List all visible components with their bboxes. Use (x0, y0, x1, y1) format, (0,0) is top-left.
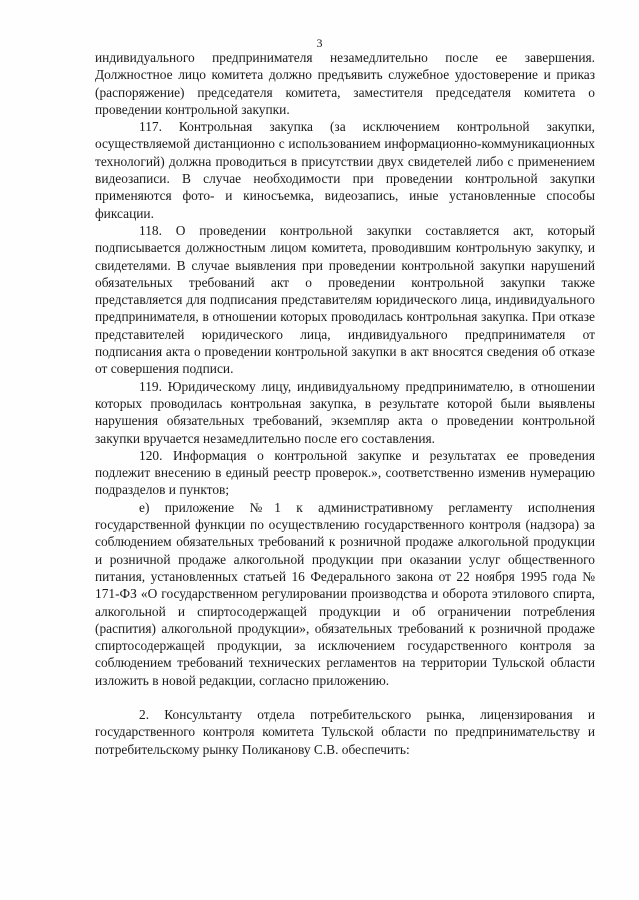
paragraph-item-2: 2. Консультанту отдела потребительского рынка, лицензирования и государственного контроля комитета Тульской области по предпринимательству и потребительскому рынку Поликанову С.В. обеспечить: (95, 706, 595, 757)
document-body (95, 49, 595, 758)
paragraph-continuation: индивидуального предпринимателя незамедлительно после ее завершения. Должностное лицо комитета должно предъявить служебное удостоверение и приказ (распоряжение) председателя комитета, заместителя председателя комитета о проведении контрольной закупки. (95, 50, 595, 117)
paragraph-118: 118. О проведении контрольной закупки составляется акт, который подписывается должностным лицом комитета, проводившим контрольную закупку, и свидетелями. В случае выявления при проведении контрольной закупки нарушений обязательных требований акт о проведении контрольной закупки также представляется для подписания представителям юридического лица, индивидуального предпринимателя, в отношении которых проводилась контрольная закупка. При отказе представителей юридического лица, индивидуального предпринимателя от подписания акта о проведении контрольной закупки в акт вносятся сведения об отказе от совершения подписи. (95, 222, 595, 377)
paragraph-117: 117. Контрольная закупка (за исключением контрольной закупки, осуществляемой дистанционно с использованием информационно-коммуникационных технологий) должна проводиться в присутствии двух свидетелей либо с применением видеозаписи. В случае необходимости при проведении контрольной закупки применяются фото- и киносъемка, видеозапись, иные установленные способы фиксации. (95, 119, 595, 221)
paragraph-119: 119. Юридическому лицу, индивидуальному предпринимателю, в отношении которых проводилась контрольная закупка, в результате которой были выявлены нарушения обязательных требований, экземпляр акта о проведении контрольной закупки вручается незамедлительно после его составления. (95, 378, 595, 446)
paragraph-item-e: е) приложение №1 к административному регламенту исполнения государственной функции по осуществлению государственного контроля (надзора) за соблюдением обязательных требований к розничной продаже алкогольной продукции и розничной продаже алкогольной продукции при оказании услуг общественного питания, установленных статьей 16 Федерального закона от 22 ноября 1995 года № 171-ФЗ «О государственном регулировании производства и оборота этилового спирта, алкогольной и спиртосодержащей продукции и об ограничении потребления (распития) алкогольной продукции», обязательных требований к розничной продаже спиртосодержащей продукции, за исключением государственного контроля за соблюдением требований технических регламентов на территории Тульской области изложить в новой редакции, согласно приложению. (95, 499, 595, 688)
paragraph-120: 120. Информация о контрольной закупке и результатах ее проведения подлежит внесению в единый реестр проверок.», соответственно изменив нумерацию подразделов и пунктов; (95, 447, 595, 498)
page-number: 3 (316, 36, 323, 50)
paragraph-spacer (95, 689, 595, 706)
